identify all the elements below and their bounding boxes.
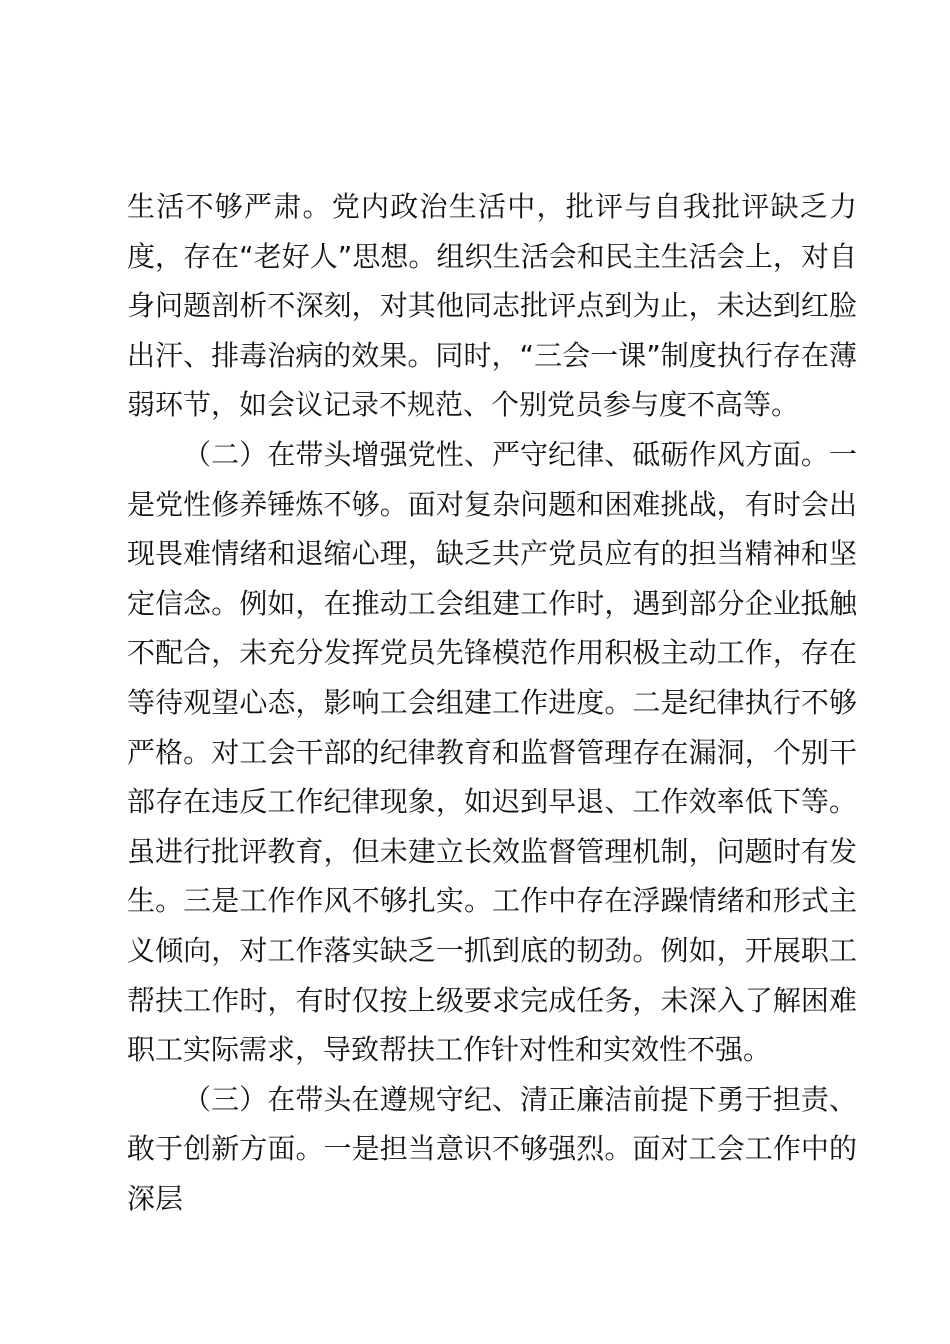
paragraph-section-two: （二）在带头增强党性、严守纪律、砥砺作风方面。一是党性修养锤炼不够。面对复杂问题和困难挑战，有时会出现畏难情绪和退缩心理，缺乏共产党员应有的担当精神和坚定信念。例如，在推动工会组建工作时，遇到部分企业抵触不配合，未充分发挥党员先锋模范作用积极主动工作，存在等待观望心态，影响工会组建工作进度。二是纪律执行不够严格。对工会干部的纪律教育和监督管理存在漏洞，个别干部存在违反工作纪律现象，如迟到早退、工作效率低下等。虽进行批评教育，但未建立长效监督管理机制，问题时有发生。三是工作作风不够扎实。工作中存在浮躁情绪和形式主义倾向，对工作落实缺乏一抓到底的韧劲。例如，开展职工帮扶工作时，有时仅按上级要求完成任务，未深入了解困难职工实际需求，导致帮扶工作针对性和实效性不强。 bbox=[127, 437, 857, 1067]
paragraph-section-three: （三）在带头在遵规守纪、清正廉洁前提下勇于担责、敢于创新方面。一是担当意识不够强烈。面对工会工作中的深层 bbox=[127, 1082, 857, 1215]
paragraph-continuation: 生活不够严肃。党内政治生活中，批评与自我批评缺乏力度，存在“老好人”思想。组织生活会和民主生活会上，对自身问题剖析不深刻，对其他同志批评点到为止，未达到红脸出汗、排毒治病的效果。同时，“三会一课”制度执行存在薄弱环节，如会议记录不规范、个别党员参与度不高等。 bbox=[127, 190, 857, 422]
document-body bbox=[127, 182, 857, 1223]
